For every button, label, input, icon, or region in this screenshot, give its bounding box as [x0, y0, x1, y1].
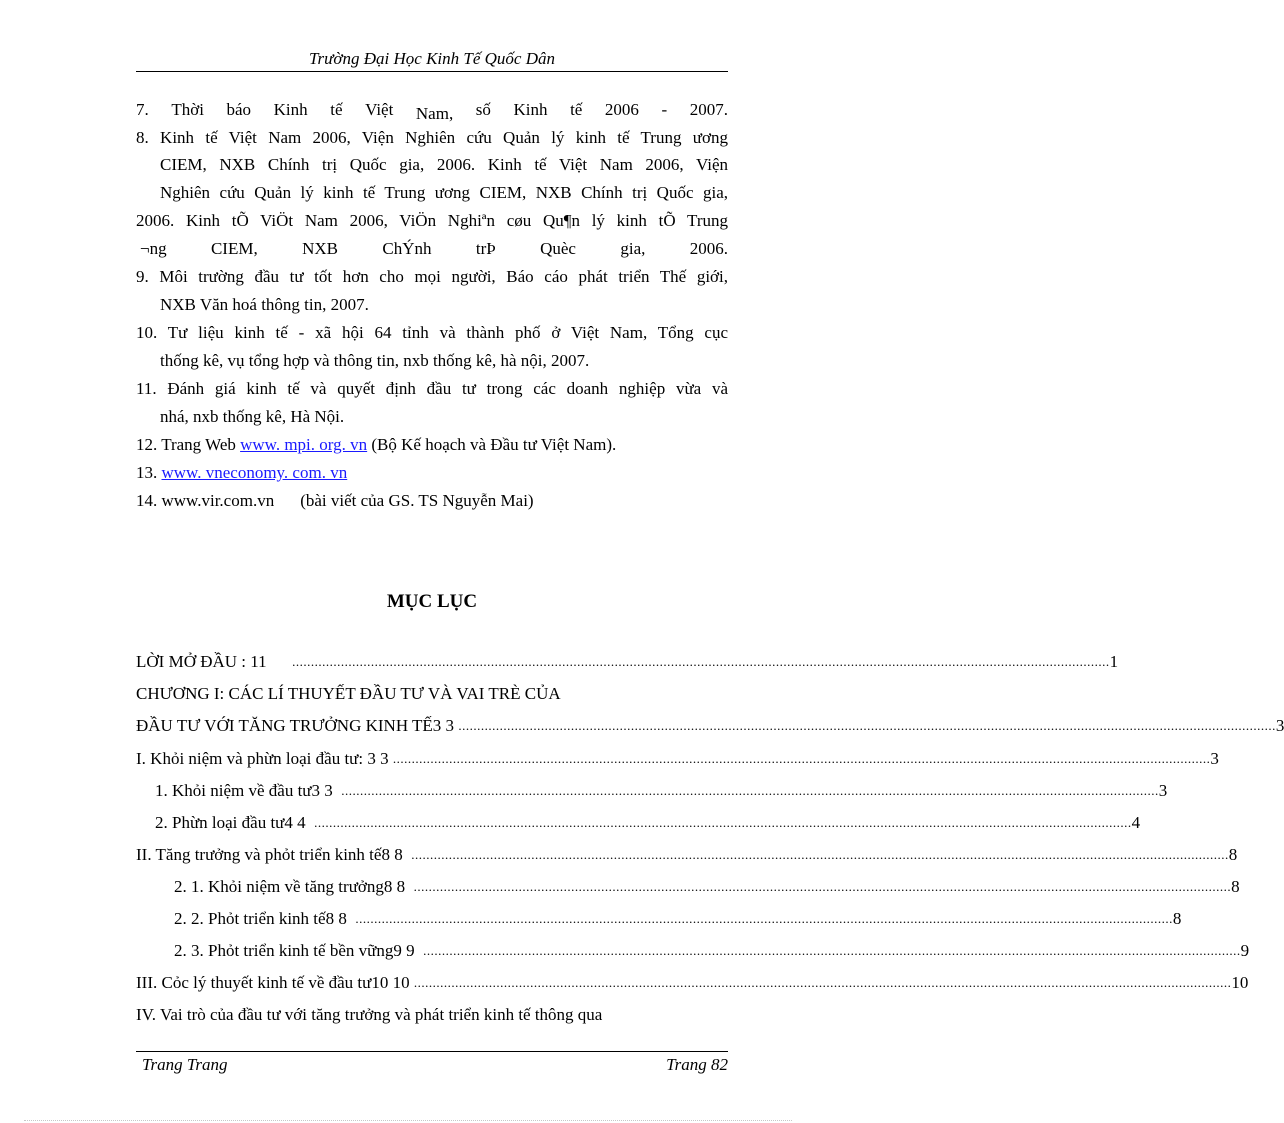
toc-entry[interactable]: 2. 3. Phỏt triển kinh tế bền vững9 9 .......................................................................................................................................................................................................................... 9: [174, 941, 1250, 960]
reference-11-line-1: 11. Đánh giá kinh tế và quyết định đầu tư trong các doanh nghiệp vừa và: [136, 379, 728, 398]
link-vneconomy[interactable]: www. vneconomy. com. vn: [161, 463, 348, 482]
reference-8-line-2: CIEM, NXB Chính trị Quốc gia, 2006. Kinh tế Việt Nam 2006, Viện: [160, 155, 728, 174]
toc-entry[interactable]: LỜI MỞ ĐẦU : 11 .......................................................................................................................................................................................................................... 1: [136, 652, 1119, 671]
reference-9-line-2: NXB Văn hoá thông tin, 2007.: [160, 295, 369, 314]
toc-entry[interactable]: ĐẦU TƯ VỚI TĂNG TRƯỞNG KINH TẾ3 3 .......................................................................................................................................................................................................................... 3: [136, 716, 1284, 735]
toc-leader: ..........................................................................................................................................................................................................................: [423, 943, 1241, 958]
toc-entry[interactable]: CHƯƠNG I: CÁC LÍ THUYẾT ĐẦU TƯ VÀ VAI TRÈ CỦA: [136, 684, 561, 703]
footer-left: Trang Trang: [142, 1055, 228, 1074]
toc-entry[interactable]: III. Cỏc lý thuyết kinh tế về đầu tư10 10 .......................................................................................................................................................................................................................... 10: [136, 973, 1249, 992]
footer-page-number: Trang 82: [666, 1055, 728, 1074]
header-rule: [136, 71, 728, 72]
toc-leader: ..........................................................................................................................................................................................................................: [341, 783, 1159, 798]
reference-14: 14. www.vir.com.vn (bài viết của GS. TS Nguyễn Mai): [136, 491, 534, 510]
toc-entry[interactable]: II. Tăng trưởng và phỏt triển kinh tế8 8 .......................................................................................................................................................................................................................... 8: [136, 845, 1238, 864]
toc-entry[interactable]: 2. 2. Phỏt triển kinh tế8 8 .......................................................................................................................................................................................................................... 8: [174, 909, 1182, 928]
toc-leader: ..........................................................................................................................................................................................................................: [392, 751, 1211, 766]
reference-8-line-3: Nghiên cứu Quản lý kinh tế Trung ương CIEM, NXB Chính trị Quốc gia,: [160, 183, 728, 202]
reference-9-line-1: 9. Môi trường đầu tư tốt hơn cho mọi người, Báo cáo phát triển Thế giới,: [136, 267, 728, 286]
toc-title: MỤC LỤC: [386, 591, 478, 612]
toc-leader: ..........................................................................................................................................................................................................................: [458, 718, 1276, 733]
toc-entry[interactable]: 1. Khỏi niệm về đầu tư3 3 .......................................................................................................................................................................................................................... 3: [155, 781, 1168, 800]
link-mpi[interactable]: www. mpi. org. vn: [240, 435, 368, 454]
toc-leader: ..........................................................................................................................................................................................................................: [413, 879, 1232, 894]
toc-entry[interactable]: 2. Phừn loại đầu tư4 4 .......................................................................................................................................................................................................................... 4: [155, 813, 1141, 832]
reference-7: 7. Thời báo Kinh tế Việt Nam, số Kinh tế 2006 - 2007.: [136, 100, 728, 123]
toc-leader: ..........................................................................................................................................................................................................................: [292, 654, 1110, 669]
reference-8-line-4: 2006. Kinh tÕ ViÖt Nam 2006, ViÖn Nghiªn cøu Qu¶n lý kinh tÕ Trung: [136, 211, 728, 230]
toc-leader: ..........................................................................................................................................................................................................................: [355, 911, 1173, 926]
toc-leader: ..........................................................................................................................................................................................................................: [314, 815, 1132, 830]
reference-12: 12. Trang Web www. mpi. org. vn (Bộ Kế hoạch và Đầu tư Việt Nam).: [136, 435, 617, 454]
reference-10-line-1: 10. Tư liệu kinh tế - xã hội 64 tỉnh và thành phố ở Việt Nam, Tổng cục: [136, 323, 728, 342]
toc-entry[interactable]: 2. 1. Khỏi niệm về tăng trưởng8 8 .......................................................................................................................................................................................................................... 8: [174, 877, 1240, 896]
page-header: Trường Đại Học Kinh Tế Quốc Dân: [309, 49, 555, 68]
toc-entry[interactable]: I. Khỏi niệm và phừn loại đầu tư: 3 3 .......................................................................................................................................................................................................................... 3: [136, 749, 1219, 768]
toc-leader: ..........................................................................................................................................................................................................................: [411, 847, 1229, 862]
reference-13: 13. www. vneconomy. com. vn: [136, 463, 348, 482]
page-bottom-divider: [24, 1120, 792, 1121]
toc-leader: ..........................................................................................................................................................................................................................: [413, 975, 1232, 990]
reference-10-line-2: thống kê, vụ tổng hợp và thông tin, nxb thống kê, hà nội, 2007.: [160, 351, 590, 370]
reference-8-line-1: 8. Kinh tế Việt Nam 2006, Viện Nghiên cứu Quản lý kinh tế Trung ương: [136, 128, 728, 147]
toc-entry[interactable]: IV. Vai trò của đầu tư với tăng trưởng và phát triển kinh tế thông qua: [136, 1005, 603, 1024]
reference-11-line-2: nhá, nxb thống kê, Hà Nội.: [160, 407, 345, 426]
reference-8-line-5: ¬ng CIEM, NXB ChÝnh trÞ Quèc gia, 2006.: [140, 239, 728, 258]
footer-rule: [136, 1051, 728, 1052]
